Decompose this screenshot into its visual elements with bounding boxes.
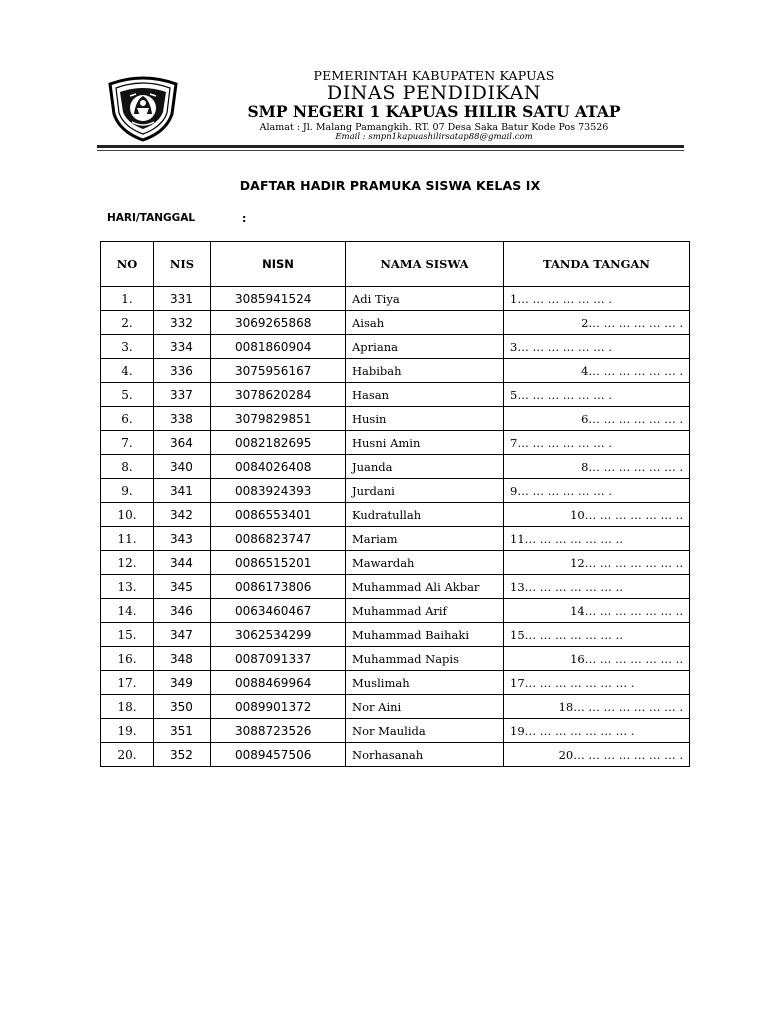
letterhead-divider-thin xyxy=(97,150,684,151)
row-student-name-cell xyxy=(346,671,504,695)
row-nis-cell: 336 xyxy=(154,359,211,383)
row-nis-cell: 344 xyxy=(154,551,211,575)
student-name: Habibah xyxy=(352,363,402,378)
row-no-cell: 10. xyxy=(101,503,154,527)
row-nisn-cell: 3079829851 xyxy=(211,407,346,431)
row-nisn-cell: 0087091337 xyxy=(211,647,346,671)
student-name: Muhammad Arif xyxy=(352,603,447,618)
student-name: Muhammad Baihaki xyxy=(352,627,470,642)
row-nisn-cell: 0084026408 xyxy=(211,455,346,479)
table-row xyxy=(101,335,690,359)
row-nis-cell: 350 xyxy=(154,695,211,719)
row-no-cell: 7. xyxy=(101,431,154,455)
row-no-cell: 17. xyxy=(101,671,154,695)
student-name: Mawardah xyxy=(352,555,415,570)
table-row xyxy=(101,647,690,671)
row-student-name-cell xyxy=(346,551,504,575)
row-nis-cell: 341 xyxy=(154,479,211,503)
student-name: Muhammad Napis xyxy=(352,651,459,666)
row-no-cell: 14. xyxy=(101,599,154,623)
row-no-cell: 8. xyxy=(101,455,154,479)
student-name: Juanda xyxy=(352,459,393,474)
student-name: Apriana xyxy=(352,339,398,354)
table-row xyxy=(101,671,690,695)
row-signature-cell: 4… … … … … … . xyxy=(504,359,690,383)
row-signature-cell: 3… … … … … … . xyxy=(504,335,690,359)
row-nisn-cell: 0089457506 xyxy=(211,743,346,767)
row-signature-cell: 20… … … … … … … . xyxy=(504,743,690,767)
attendance-table xyxy=(100,241,690,767)
table-row xyxy=(101,695,690,719)
row-student-name-cell xyxy=(346,407,504,431)
row-student-name-cell xyxy=(346,623,504,647)
letterhead xyxy=(0,0,768,160)
row-nisn-cell: 0088469964 xyxy=(211,671,346,695)
row-student-name-cell xyxy=(346,695,504,719)
table-row xyxy=(101,623,690,647)
table-row xyxy=(101,479,690,503)
row-student-name-cell xyxy=(346,455,504,479)
row-nis-cell: 337 xyxy=(154,383,211,407)
row-nis-cell: 340 xyxy=(154,455,211,479)
table-row xyxy=(101,551,690,575)
row-nisn-cell: 3062534299 xyxy=(211,623,346,647)
student-name: Aisah xyxy=(352,315,385,330)
row-student-name-cell xyxy=(346,503,504,527)
row-student-name-cell xyxy=(346,311,504,335)
student-name: Husni Amin xyxy=(352,435,421,450)
row-student-name-cell xyxy=(346,647,504,671)
header-tanda-tangan: TANDA TANGAN xyxy=(504,242,690,287)
school-address: Alamat : Jl. Malang Pamangkih. RT. 07 Desa Saka Batur Kode Pos 73526 xyxy=(259,122,609,133)
row-student-name-cell xyxy=(346,527,504,551)
row-nisn-cell: 3069265868 xyxy=(211,311,346,335)
department-name: DINAS PENDIDIKAN xyxy=(326,82,542,104)
row-signature-cell: 17… … … … … … … . xyxy=(504,671,690,695)
row-nis-cell: 338 xyxy=(154,407,211,431)
row-student-name-cell xyxy=(346,743,504,767)
student-name: Hasan xyxy=(352,387,390,402)
row-nisn-cell: 0082182695 xyxy=(211,431,346,455)
letterhead-divider-thick xyxy=(97,145,684,148)
row-no-cell: 19. xyxy=(101,719,154,743)
school-name: SMP NEGERI 1 KAPUAS HILIR SATU ATAP xyxy=(247,102,621,121)
table-row xyxy=(101,743,690,767)
row-no-cell: 13. xyxy=(101,575,154,599)
table-row xyxy=(101,287,690,311)
table-row xyxy=(101,431,690,455)
row-nis-cell: 347 xyxy=(154,623,211,647)
row-no-cell: 6. xyxy=(101,407,154,431)
date-field-colon: : xyxy=(242,212,247,225)
attendance-rows xyxy=(101,287,690,767)
table-header-row xyxy=(101,242,690,287)
table-row xyxy=(101,575,690,599)
row-student-name-cell xyxy=(346,575,504,599)
row-student-name-cell xyxy=(346,335,504,359)
student-name: Mariam xyxy=(352,531,398,546)
row-nisn-cell: 0086553401 xyxy=(211,503,346,527)
student-name: Jurdani xyxy=(352,483,395,498)
table-row xyxy=(101,359,690,383)
row-signature-cell: 18… … … … … … … . xyxy=(504,695,690,719)
row-nisn-cell: 0083924393 xyxy=(211,479,346,503)
row-nis-cell: 345 xyxy=(154,575,211,599)
row-signature-cell: 2… … … … … … . xyxy=(504,311,690,335)
row-nis-cell: 343 xyxy=(154,527,211,551)
row-nis-cell: 334 xyxy=(154,335,211,359)
row-signature-cell: 7… … … … … … . xyxy=(504,431,690,455)
header-nisn: NISN xyxy=(211,242,346,287)
row-signature-cell: 14… … … … … … .. xyxy=(504,599,690,623)
row-nis-cell: 346 xyxy=(154,599,211,623)
header-no: NO xyxy=(101,242,154,287)
student-name: Kudratullah xyxy=(352,507,422,522)
student-name: Nor Aini xyxy=(352,699,402,714)
row-nis-cell: 348 xyxy=(154,647,211,671)
table-row xyxy=(101,383,690,407)
table-row xyxy=(101,311,690,335)
row-signature-cell: 8… … … … … … . xyxy=(504,455,690,479)
row-nisn-cell: 0086823747 xyxy=(211,527,346,551)
row-nisn-cell: 0086173806 xyxy=(211,575,346,599)
student-name: Norhasanah xyxy=(352,747,424,762)
header-nis: NIS xyxy=(154,242,211,287)
government-name: PEMERINTAH KABUPATEN KAPUAS xyxy=(313,68,555,83)
row-signature-cell: 5… … … … … … . xyxy=(504,383,690,407)
row-nisn-cell: 3075956167 xyxy=(211,359,346,383)
student-name: Muhammad Ali Akbar xyxy=(352,579,480,594)
row-no-cell: 3. xyxy=(101,335,154,359)
row-nisn-cell: 0063460467 xyxy=(211,599,346,623)
table-row xyxy=(101,503,690,527)
header-nama-siswa: NAMA SISWA xyxy=(346,242,504,287)
row-signature-cell: 11… … … … … … .. xyxy=(504,527,690,551)
row-nis-cell: 332 xyxy=(154,311,211,335)
student-name: Muslimah xyxy=(352,675,410,690)
row-student-name-cell xyxy=(346,599,504,623)
table-row xyxy=(101,527,690,551)
row-no-cell: 4. xyxy=(101,359,154,383)
row-nisn-cell: 3078620284 xyxy=(211,383,346,407)
row-signature-cell: 6… … … … … … . xyxy=(504,407,690,431)
row-nis-cell: 351 xyxy=(154,719,211,743)
row-nis-cell: 349 xyxy=(154,671,211,695)
table-row xyxy=(101,719,690,743)
row-nisn-cell: 3085941524 xyxy=(211,287,346,311)
row-no-cell: 2. xyxy=(101,311,154,335)
row-no-cell: 16. xyxy=(101,647,154,671)
student-name: Nor Maulida xyxy=(352,723,426,738)
row-no-cell: 12. xyxy=(101,551,154,575)
student-name: Adi Tiya xyxy=(352,291,400,306)
row-student-name-cell xyxy=(346,383,504,407)
row-no-cell: 5. xyxy=(101,383,154,407)
row-student-name-cell xyxy=(346,431,504,455)
table-row xyxy=(101,455,690,479)
row-student-name-cell xyxy=(346,287,504,311)
row-signature-cell: 12… … … … … … .. xyxy=(504,551,690,575)
document-title: DAFTAR HADIR PRAMUKA SISWA KELAS IX xyxy=(239,178,541,193)
row-nis-cell: 364 xyxy=(154,431,211,455)
row-signature-cell: 1… … … … … … . xyxy=(504,287,690,311)
row-nis-cell: 342 xyxy=(154,503,211,527)
row-nisn-cell: 3088723526 xyxy=(211,719,346,743)
row-nisn-cell: 0086515201 xyxy=(211,551,346,575)
row-student-name-cell xyxy=(346,359,504,383)
row-no-cell: 9. xyxy=(101,479,154,503)
row-signature-cell: 15… … … … … … .. xyxy=(504,623,690,647)
row-nis-cell: 352 xyxy=(154,743,211,767)
row-signature-cell: 13… … … … … … .. xyxy=(504,575,690,599)
row-no-cell: 1. xyxy=(101,287,154,311)
row-signature-cell: 9… … … … … … . xyxy=(504,479,690,503)
table-row xyxy=(101,599,690,623)
row-no-cell: 11. xyxy=(101,527,154,551)
school-email: Email : smpn1kapuashilirsatap88@gmail.com xyxy=(335,132,533,142)
table-row xyxy=(101,407,690,431)
row-signature-cell: 16… … … … … … .. xyxy=(504,647,690,671)
row-signature-cell: 19… … … … … … … . xyxy=(504,719,690,743)
row-nisn-cell: 0089901372 xyxy=(211,695,346,719)
row-signature-cell: 10… … … … … … .. xyxy=(504,503,690,527)
row-student-name-cell xyxy=(346,719,504,743)
date-field-label: HARI/TANGGAL xyxy=(107,212,196,224)
row-no-cell: 18. xyxy=(101,695,154,719)
row-nisn-cell: 0081860904 xyxy=(211,335,346,359)
row-no-cell: 20. xyxy=(101,743,154,767)
row-no-cell: 15. xyxy=(101,623,154,647)
row-student-name-cell xyxy=(346,479,504,503)
row-nis-cell: 331 xyxy=(154,287,211,311)
student-name: Husin xyxy=(352,411,387,426)
